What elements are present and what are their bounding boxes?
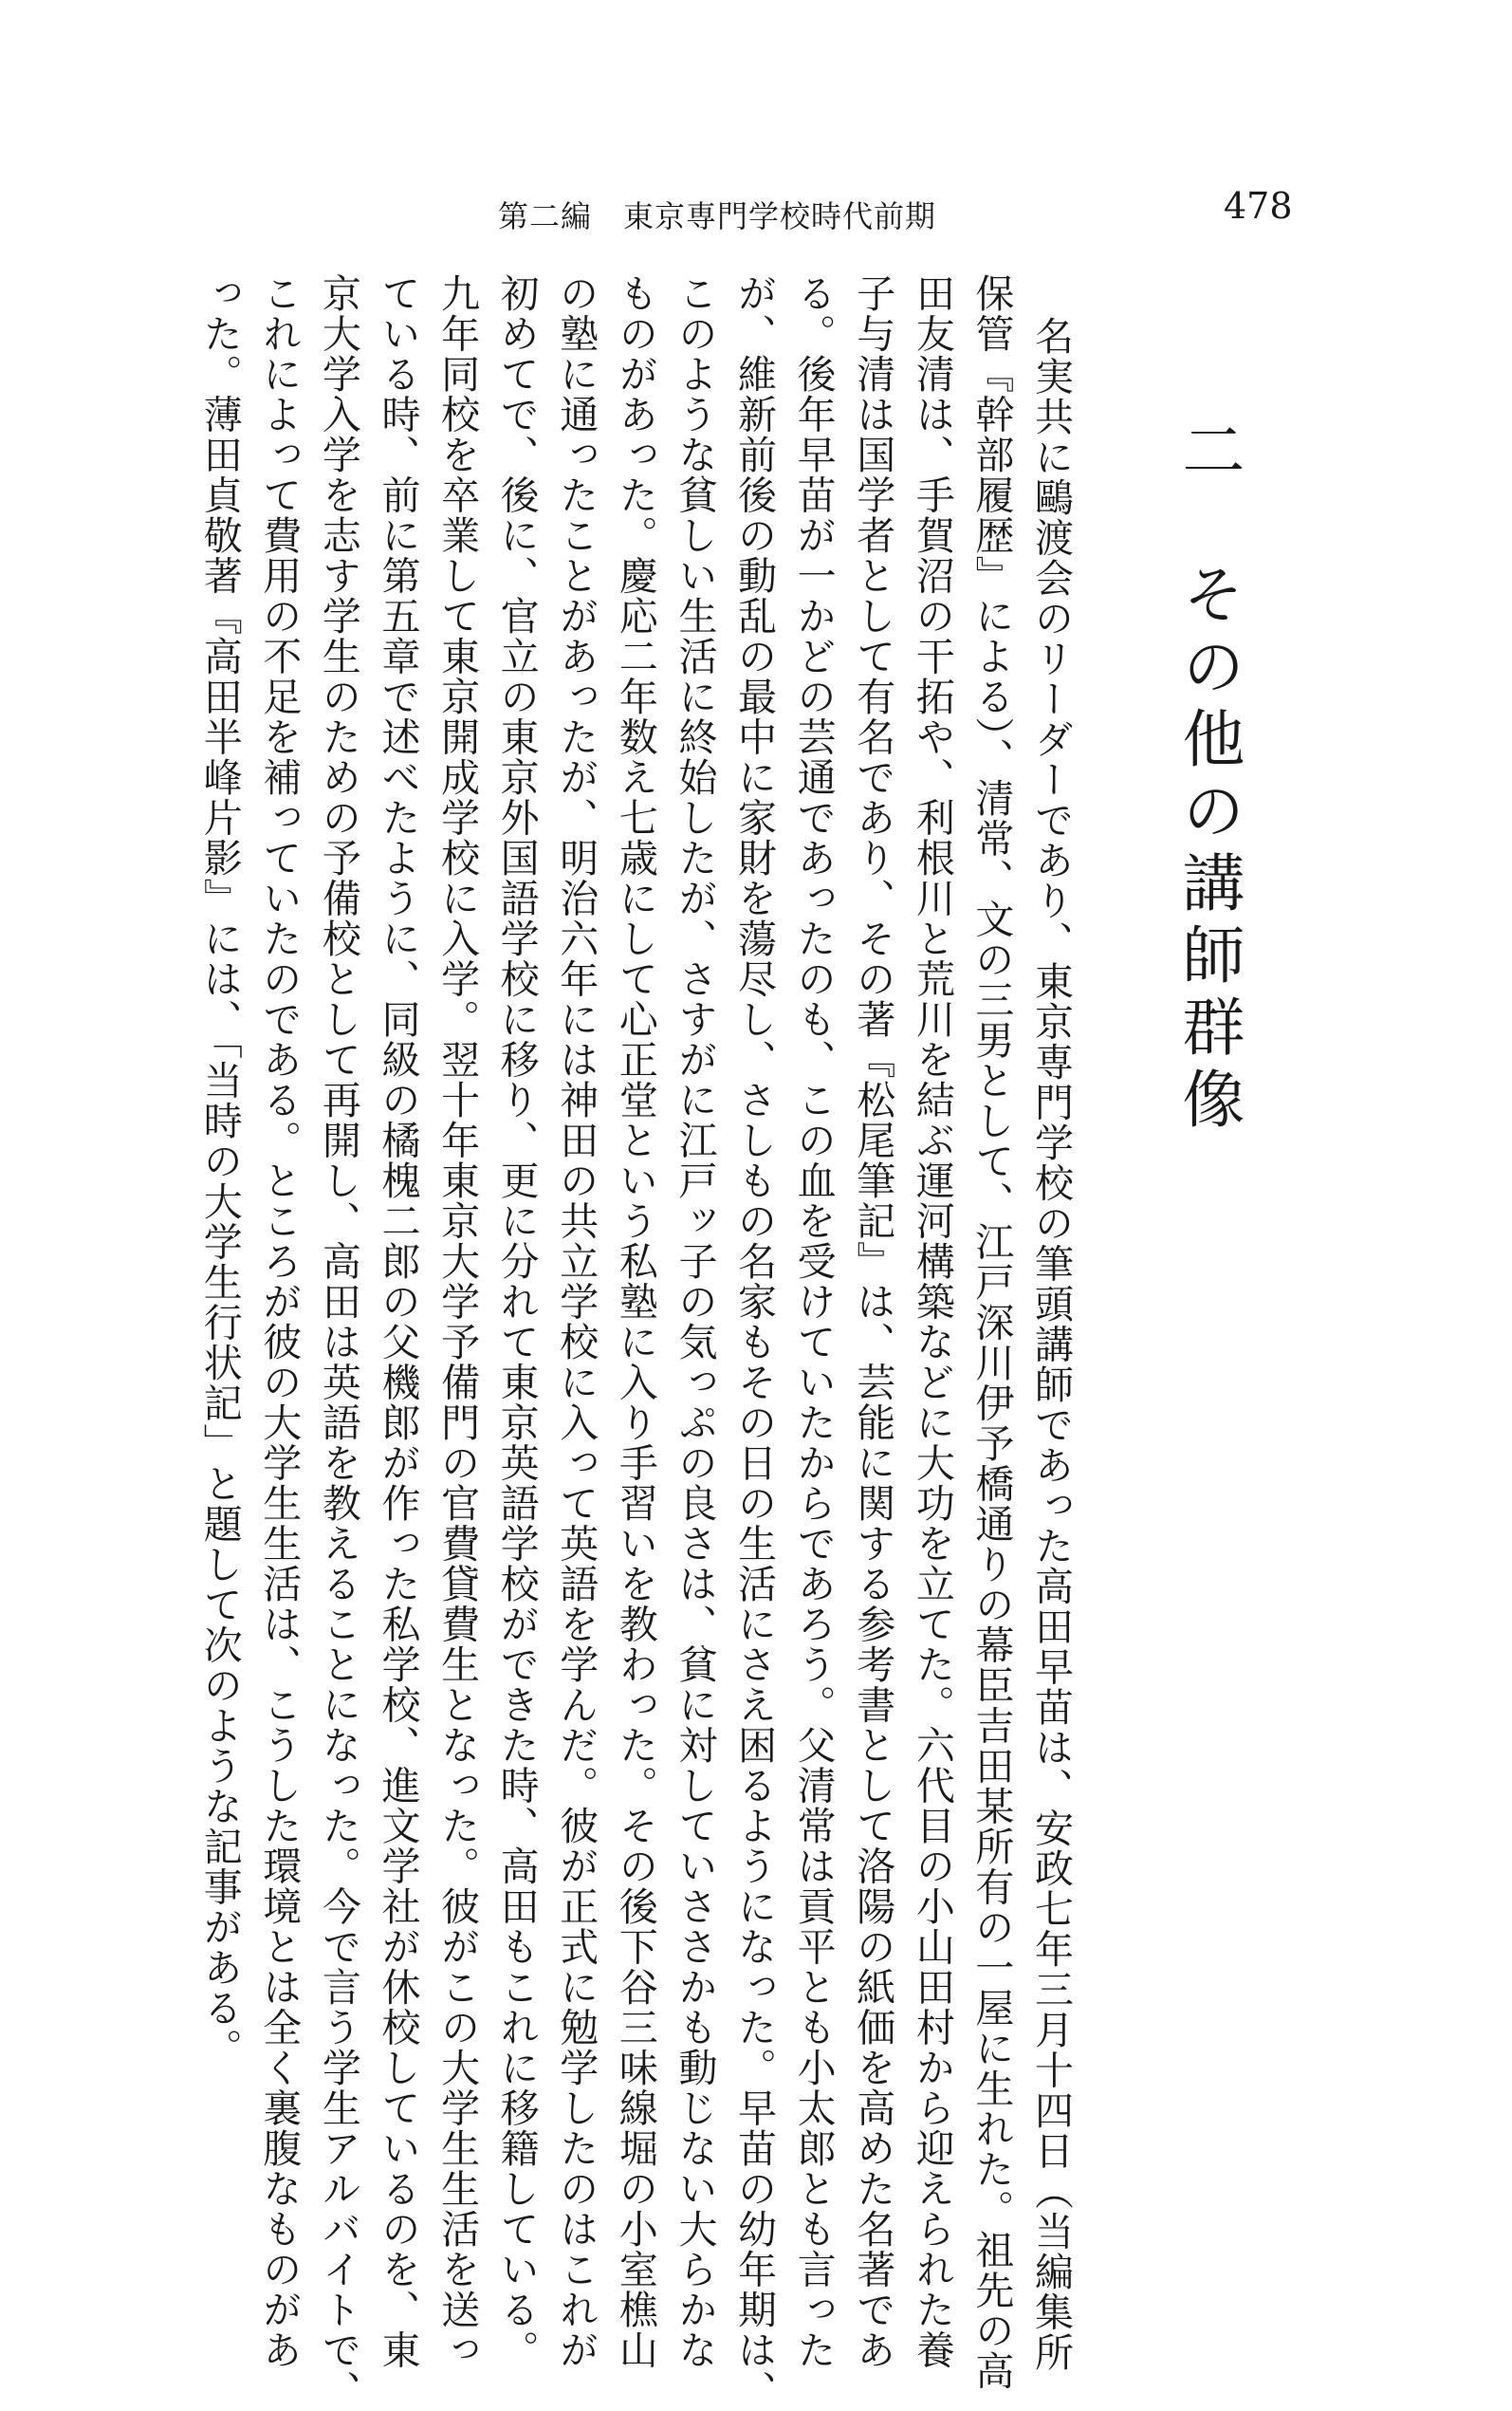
body-line: が、維新前後の動乱の最中に家財を蕩尽し、さしもの名家もその日の生活にさえ困るようになった。早苗の幼年期は、 xyxy=(731,273,778,2411)
body-line: これによって費用の不足を補っていたのである。ところが彼の大学生生活は、こうした環境とは全く裏腹なものがあ xyxy=(256,273,303,2370)
body-line: ている時、前に第五章で述べたように、同級の橘槐二郎の父機郎が作った私学校、進文学社が休校しているのを、東 xyxy=(375,273,421,2370)
body-line: 初めてで、後に、官立の東京外国語学校に移り、更に分れて東京英語学校ができた時、高田もこれに移籍している。 xyxy=(493,273,540,2370)
body-line: 田友清は、手賀沼の干拓や、利根川と荒川を結ぶ運河構築などに大功を立てた。六代目の小山田村から迎えられた養 xyxy=(909,273,955,2370)
body-line: った。薄田貞敬著『高田半峰片影』には、「当時の大学生行状記」と題して次のような記事がある。 xyxy=(196,273,243,2068)
section-heading: 二 その他の講師群像 xyxy=(1171,417,1245,1139)
running-head: 第二編 東京専門学校時代前期 xyxy=(498,198,937,234)
body-line: ものがあった。慶応二年数え七歳にして心正堂という私塾に入り手習いを教わった。その後下谷三味線堀の小室樵山 xyxy=(612,273,658,2370)
body-text xyxy=(190,273,1080,2411)
body-line: る。後年早苗が一かどの芸通であったのも、この血を受けていたからであろう。父清常は貢平とも小太郎とも言った xyxy=(790,273,837,2370)
body-line: 九年同校を卒業して東京開成学校に入学。翌十年東京大学予備門の官費貸費生となった。彼がこの大学生生活を送っ xyxy=(434,273,481,2370)
body-line: このような貧しい生活に終始したが、さすがに江戸ッ子の気っぷの良さは、貧に対していささかも動じない大らかな xyxy=(672,273,718,2370)
body-line: の塾に通ったことがあったが、明治六年には神田の共立学校に入って英語を学んだ。彼が正式に勉学したのはこれが xyxy=(553,273,599,2370)
body-line: 子与清は国学者として有名であり、その著『松尾筆記』は、芸能に関する参考書として洛陽の紙価を高めた名著であ xyxy=(850,273,896,2370)
body-line: 保管『幹部履歴』による）、清常、文の三男として、江戸深川伊予橋通りの幕臣吉田某所有の一屋に生れた。祖先の高 xyxy=(968,273,1015,2391)
body-line: 京大学入学を志す学生のための予備校として再開し、高田は英語を教えることになった。今で言う学生アルバイトで、 xyxy=(315,273,361,2411)
body-line: 名実共に鷗渡会のリーダーであり、東京専門学校の筆頭講師であった高田早苗は、安政七年三月十四日（当編集所 xyxy=(1028,316,1074,2373)
page-number: 478 xyxy=(1224,185,1293,227)
